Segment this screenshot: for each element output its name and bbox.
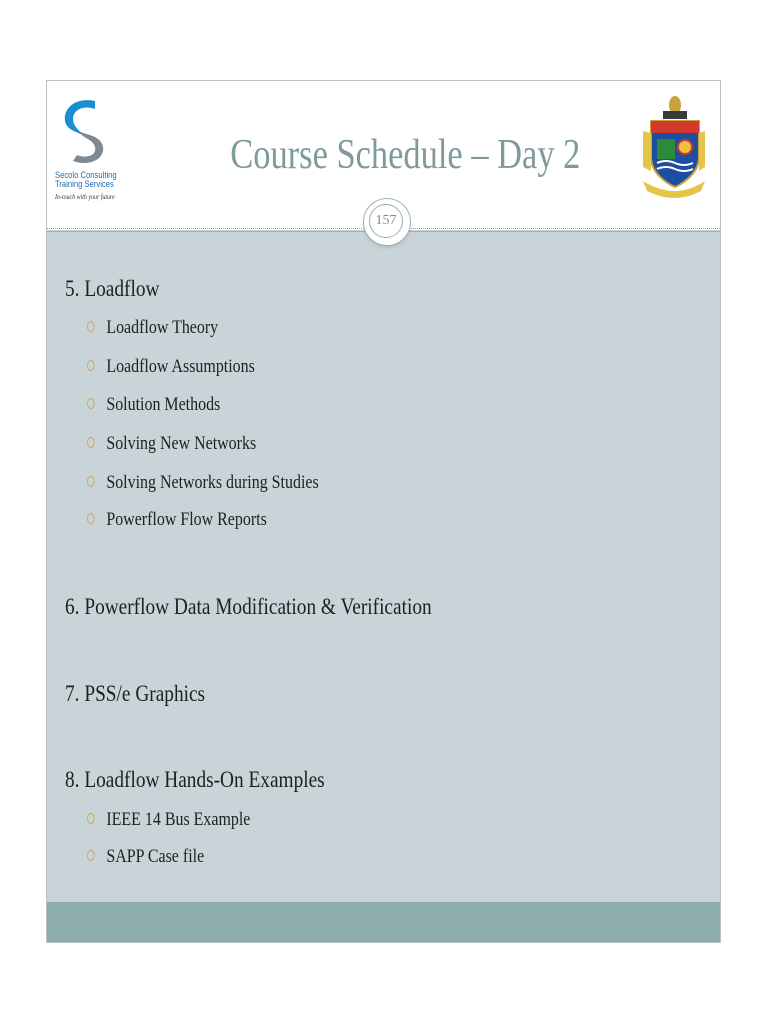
bullet-circle-icon (87, 513, 95, 524)
coat-of-arms-icon (639, 91, 709, 201)
page-number: 157 (369, 204, 403, 238)
logo-company-name (55, 171, 123, 189)
section-heading: 8. Loadflow Hands-On Examples (65, 767, 325, 792)
bullet-circle-icon (87, 437, 95, 448)
list-item (87, 317, 218, 339)
list-item-label: Loadflow Theory (106, 317, 219, 338)
list-item (87, 472, 319, 494)
secolo-logo-icon (55, 95, 115, 167)
bullet-circle-icon (87, 813, 95, 824)
bullet-circle-icon (87, 850, 95, 861)
footer-bar (47, 902, 720, 942)
bullet-circle-icon (87, 360, 95, 371)
logo-tagline: In-touch with your future (55, 193, 115, 201)
list-item-label: Solution Methods (106, 394, 221, 415)
list-item-label: SAPP Case file (106, 846, 205, 867)
list-item (87, 356, 255, 378)
bullet-circle-icon (87, 321, 95, 332)
logo-line2: Training Services (55, 179, 114, 189)
list-item (87, 509, 267, 531)
list-item-label: Powerflow Flow Reports (106, 509, 267, 530)
bullet-circle-icon (87, 398, 95, 409)
section-heading: 5. Loadflow (65, 276, 160, 301)
list-item (87, 809, 250, 831)
page-number-badge (364, 199, 410, 245)
slide-title: Course Schedule – Day 2 (230, 132, 581, 178)
list-item-label: Solving New Networks (106, 433, 257, 454)
bullet-circle-icon (87, 476, 95, 487)
section-heading: 6. Powerflow Data Modification & Verification (65, 594, 432, 619)
logo-line1: Secolo Consulting (55, 170, 117, 180)
section-heading: 7. PSS/e Graphics (65, 681, 206, 706)
secolo-logo (55, 95, 125, 205)
list-item-label: Loadflow Assumptions (106, 356, 255, 377)
list-item (87, 394, 220, 416)
slide (46, 80, 721, 943)
slide-header (47, 81, 720, 230)
list-item (87, 433, 256, 455)
list-item-label: Solving Networks during Studies (106, 472, 319, 493)
list-item-label: IEEE 14 Bus Example (106, 809, 251, 830)
list-item (87, 846, 204, 868)
